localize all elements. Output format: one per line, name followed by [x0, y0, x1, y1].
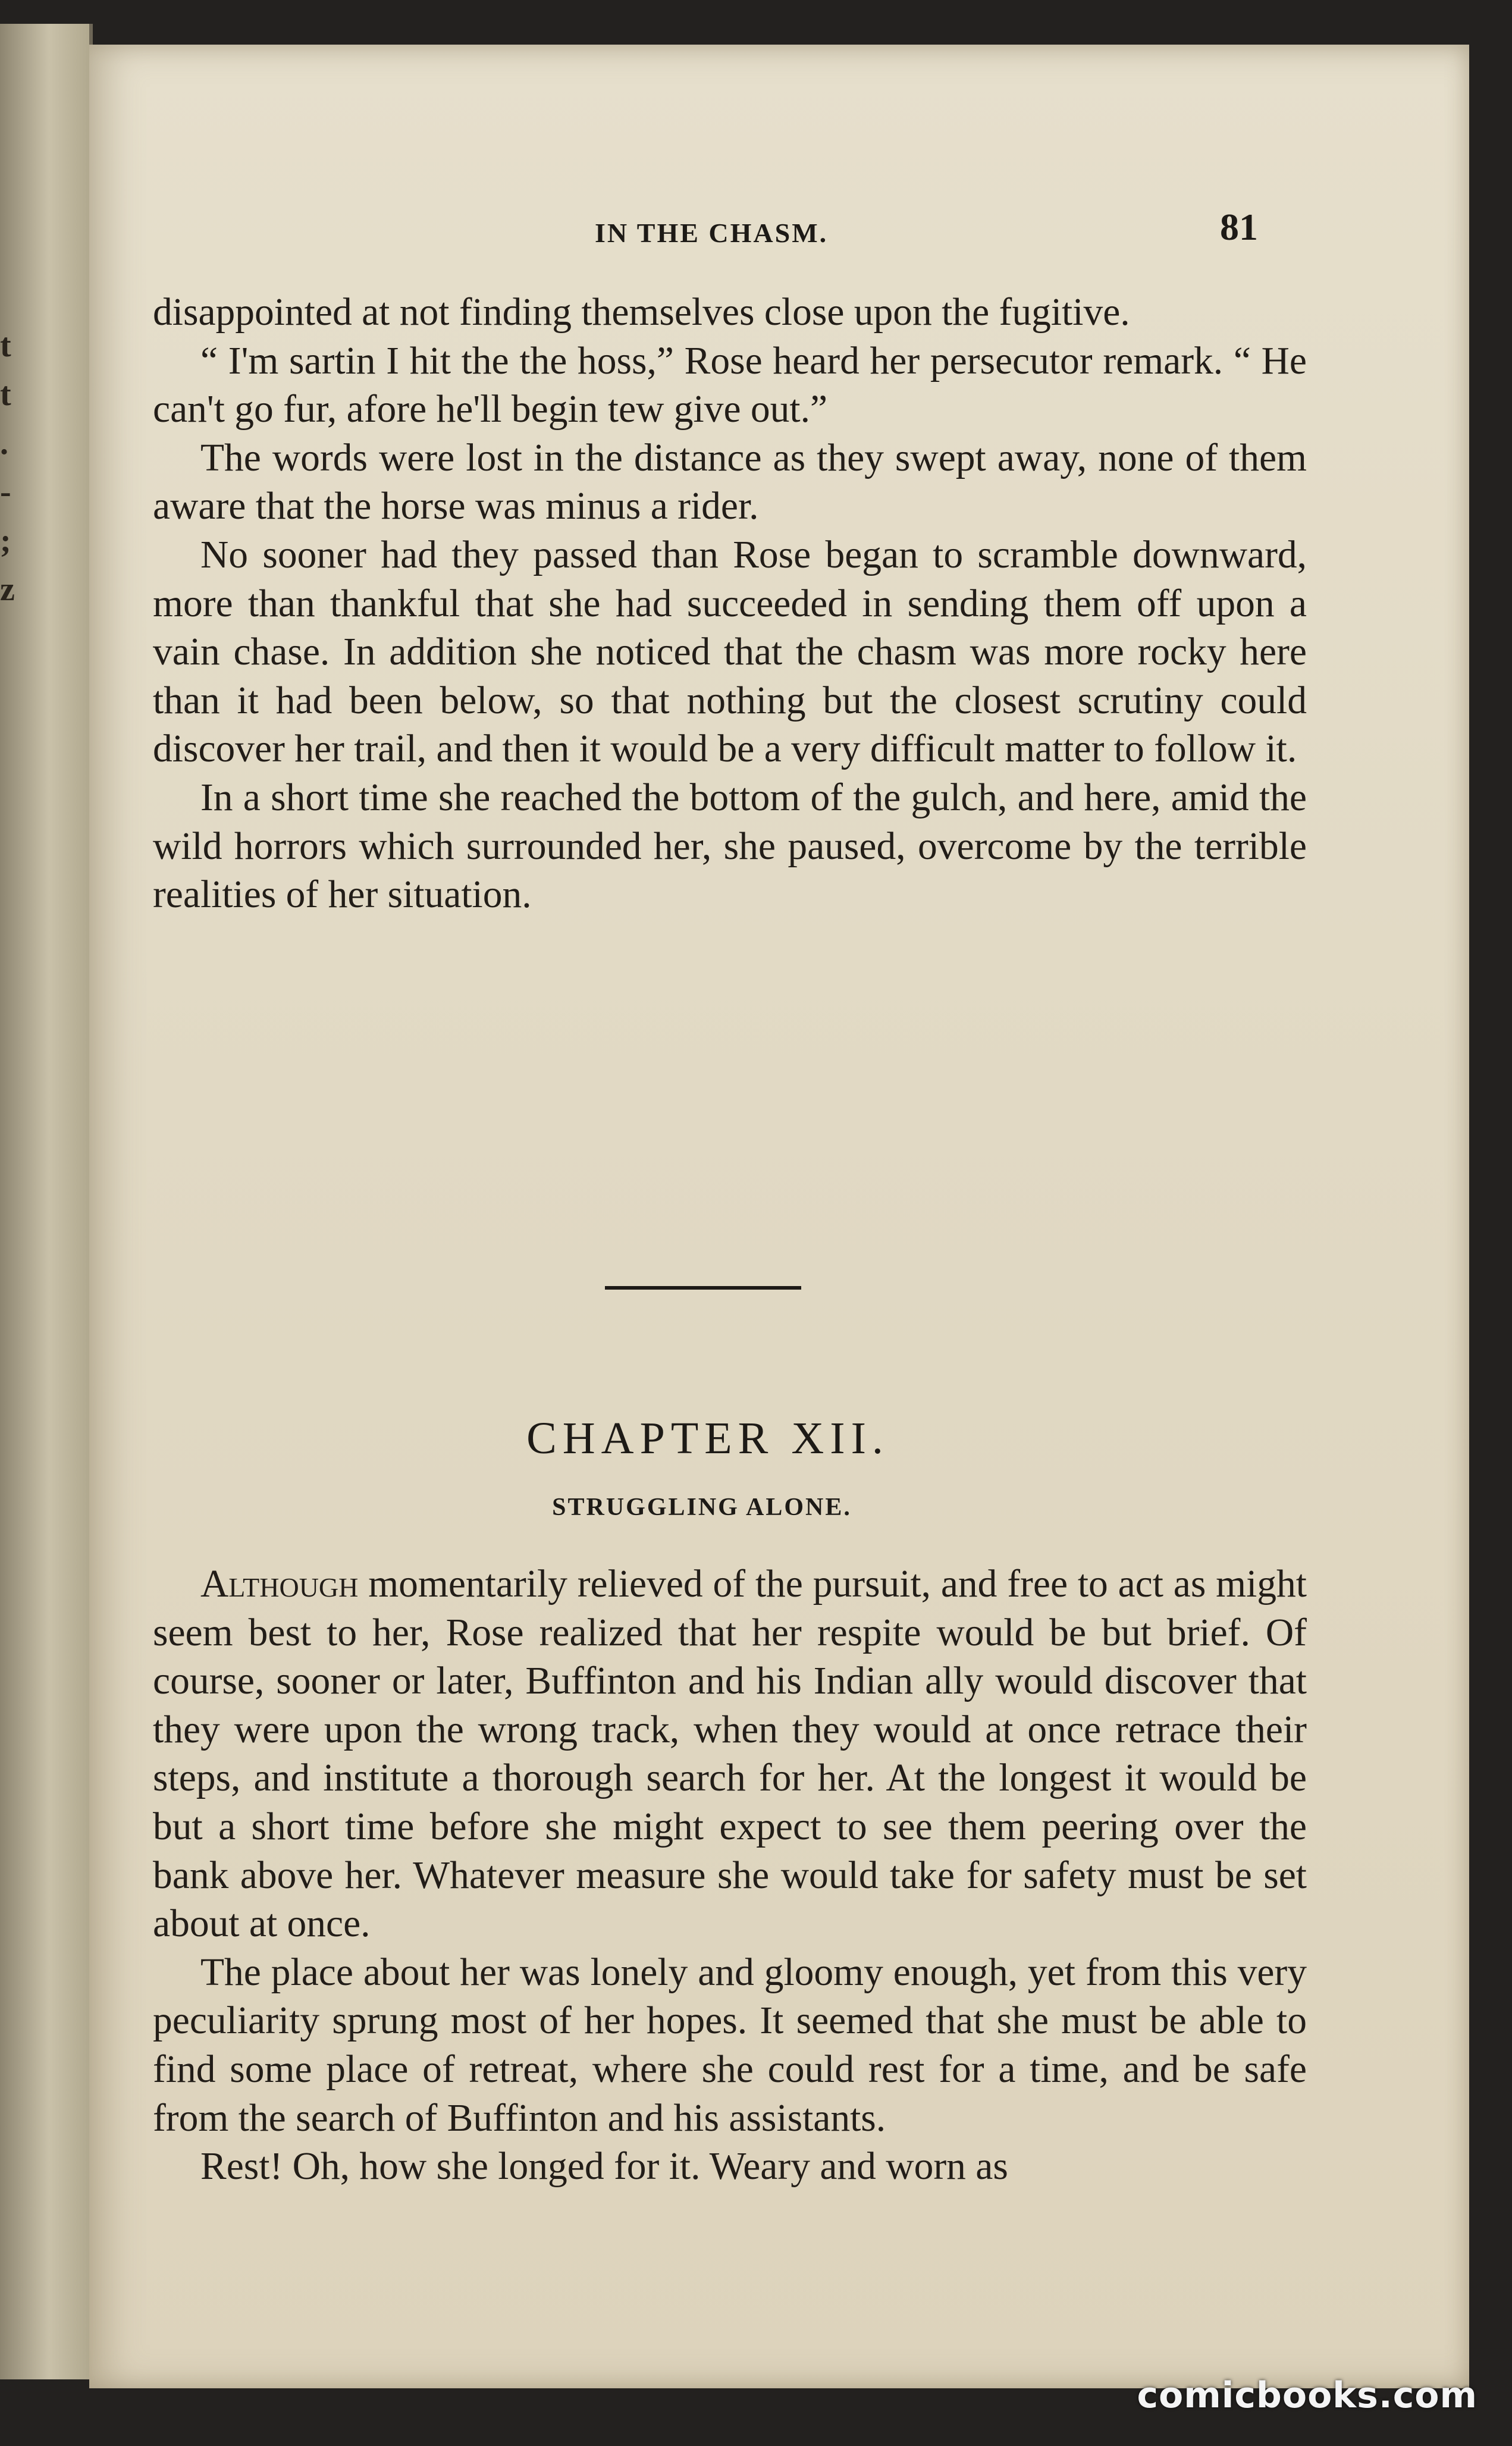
text-block-chapter: [153, 1560, 1307, 2191]
fragment: t: [0, 376, 11, 413]
page-header: [89, 205, 1469, 271]
fragment: .: [0, 425, 8, 462]
fragment: z: [0, 571, 15, 608]
paragraph: Rest! Oh, how she longed for it. Weary and worn as: [200, 2145, 1008, 2188]
watermark: comicbooks.com: [1137, 2375, 1478, 2416]
chapter-subtitle: STRUGGLING ALONE.: [552, 1494, 852, 1521]
left-page-text-fragments: [0, 321, 18, 614]
text-block-before-chapter: [153, 288, 1307, 920]
drop-word: Although: [200, 1563, 359, 1605]
paragraph: The words were lost in the distance as they swept away, none of them aware that the horse was minus a rider.: [153, 436, 1307, 528]
book-page: [89, 45, 1469, 2388]
paragraph: disappointed at not finding themselves close upon the fugitive.: [153, 291, 1130, 334]
paragraph: No sooner had they passed than Rose began to scramble downward, more than thankful that she had succeeded in sending them off upon a vain chase. In addition she noticed that the chasm was more rocky here than it had been below, so that nothing but the closest scrutiny could discover her trail, and then it would be a very difficult matter to follow it.: [153, 533, 1307, 771]
left-page-edge: [0, 24, 93, 2379]
paragraph: “ I'm sartin I hit the the hoss,” Rose heard her persecutor remark. “ He can't go fur, afore he'll begin tew give out.”: [153, 339, 1307, 431]
fragment: t: [0, 327, 11, 364]
fragment: ;: [0, 522, 11, 559]
paragraph: In a short time she reached the bottom of the gulch, and here, amid the wild horrors which surrounded her, she paused, overcome by the terrible realities of her situation.: [153, 776, 1307, 917]
paragraph-text: momentarily relieved of the pursuit, and free to act as might seem best to her, Rose realized that her respite would be but brief. Of course, sooner or later, Buffinton and his Indian ally would discover that they were upon the wrong track, when they would at once retrace their steps, and institute a thorough search for her. At the longest it would be but a short time before she might expect to see them peering over the bank above her. Whatever measure she would take for safety must be set about at once.: [153, 1563, 1307, 1946]
paragraph: The place about her was lonely and gloomy enough, yet from this very peculiarity sprung most of her hopes. It seemed that she must be able to find some place of retreat, where she could rest for a time, and be safe from the search of Buffinton and his assistants.: [153, 1950, 1307, 2140]
fragment: -: [0, 473, 11, 510]
paragraph: [153, 1560, 1307, 1949]
chapter-title: CHAPTER XII.: [526, 1413, 889, 1463]
page-number: 81: [1220, 206, 1258, 248]
section-divider-rule: [605, 1286, 801, 1290]
running-head: IN THE CHASM.: [595, 218, 829, 248]
